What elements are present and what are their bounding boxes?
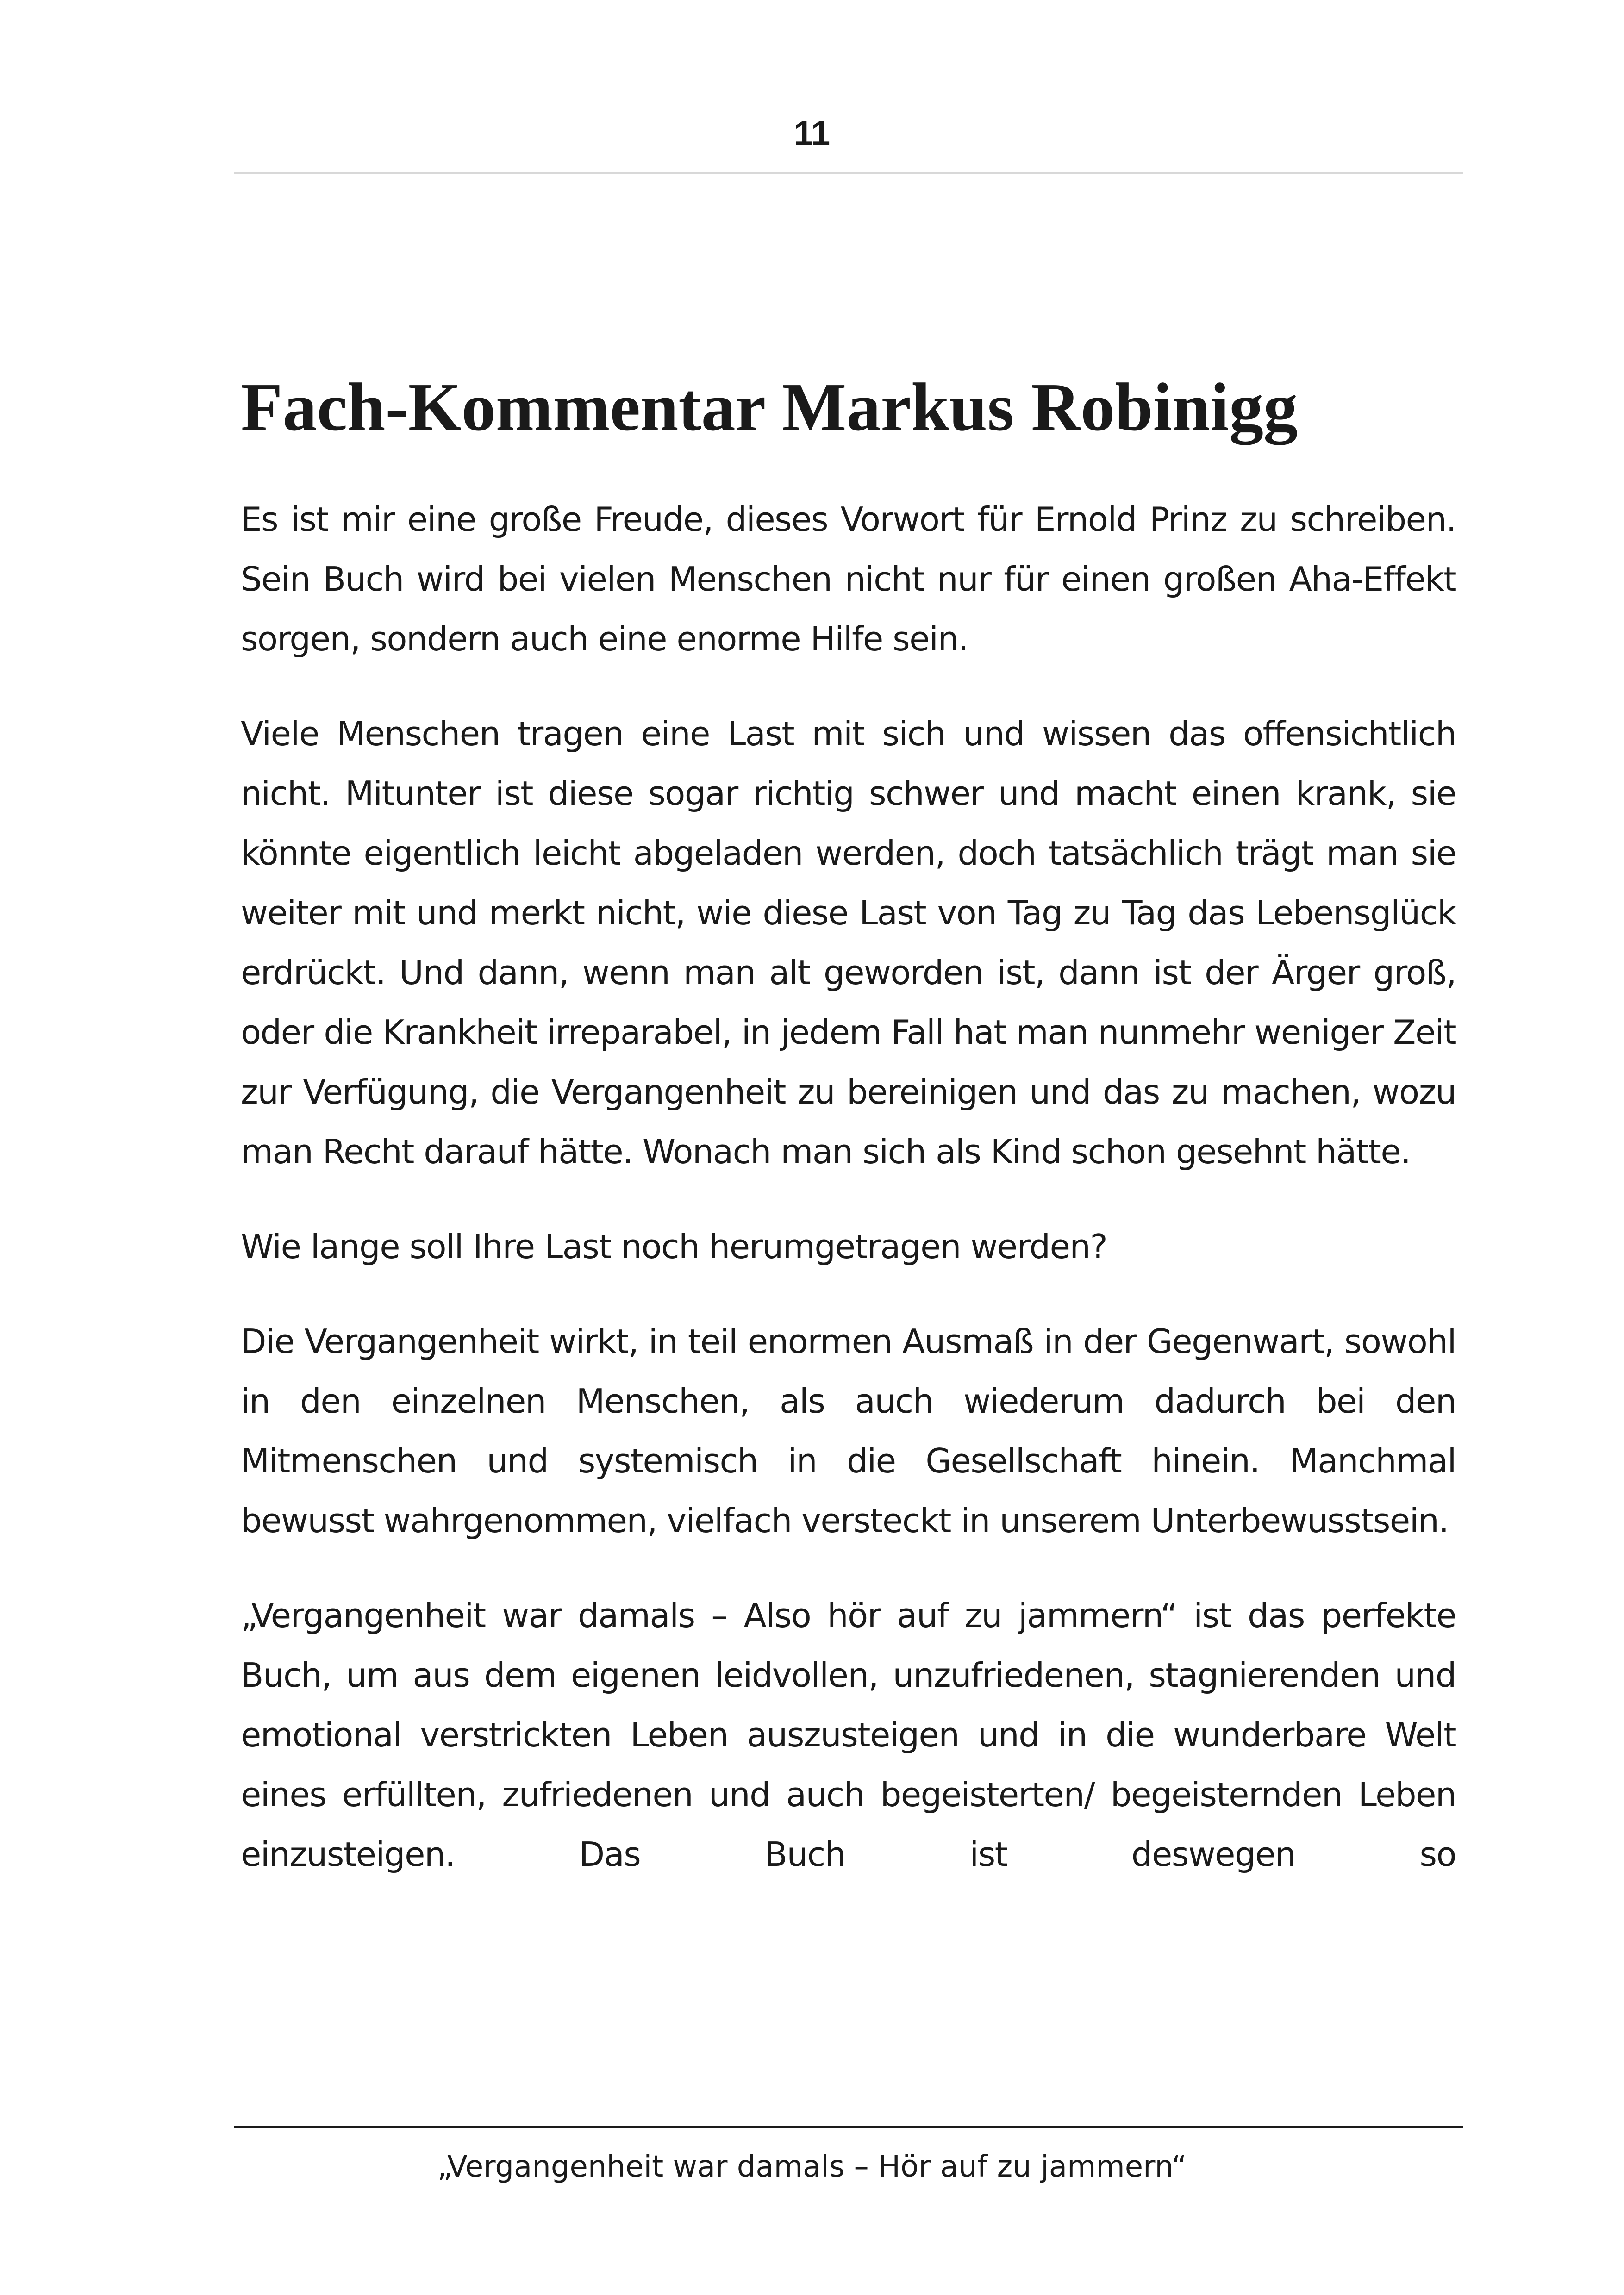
footer-book-title: „Vergangenheit war damals – Hör auf zu jammern“ — [437, 2150, 1187, 2184]
footer-divider — [234, 2126, 1463, 2128]
paragraph: Viele Menschen tragen eine Last mit sich und wissen das offensichtlich nicht. Mitunter ist diese sogar richtig schwer und macht einen krank, sie könnte eigentlich leicht abgeladen werden, doch tatsächlich trägt man sie weiter mit und merkt nicht, wie diese Last von Tag zu Tag das Lebensglück erdrückt. Und dann, wenn man alt geworden ist, dann ist der Ärger groß, oder die Krankheit irreparabel, in jedem Fall hat man nunmehr weniger Zeit zur Verfügung, die Vergangenheit zu bereinigen und das zu machen, wozu man Recht darauf hätte. Wonach man sich als Kind schon gesehnt hätte. — [241, 714, 1456, 1171]
paragraph: Es ist mir eine große Freude, dieses Vorwort für Ernold Prinz zu schreiben. Sein Buch wird bei vielen Menschen nicht nur für einen großen Aha-Effekt sorgen, sondern auch eine enorme Hilfe sein. — [241, 500, 1456, 658]
page-number: 11 — [793, 114, 831, 152]
page-content — [241, 366, 1456, 1884]
header-divider — [234, 172, 1463, 174]
paragraph: Die Vergangenheit wirkt, in teil enormen Ausmaß in der Gegenwart, sowohl in den einzelnen Menschen, als auch wiederum dadurch bei den Mitmenschen und systemisch in die Gesellschaft hinein. Manchmal bewusst wahrgenommen, vielfach versteckt in unserem Unterbewusstsein. — [241, 1322, 1456, 1540]
chapter-title: Fach-Kommentar Markus Robinigg — [241, 369, 1298, 445]
paragraph: Wie lange soll Ihre Last noch herumgetragen werden? — [241, 1227, 1107, 1266]
paragraph: „Vergangenheit war damals – Also hör auf zu jammern“ ist das perfekte Buch, um aus dem eigenen leidvollen, unzufriedenen, stagnierenden und emotional verstrickten Leben auszusteigen und in die wunderbare Welt eines erfüllten, zufriedenen und auch begeisterten/ begeisternden Leben einzusteigen. Das Buch ist deswegen so — [241, 1596, 1456, 1874]
